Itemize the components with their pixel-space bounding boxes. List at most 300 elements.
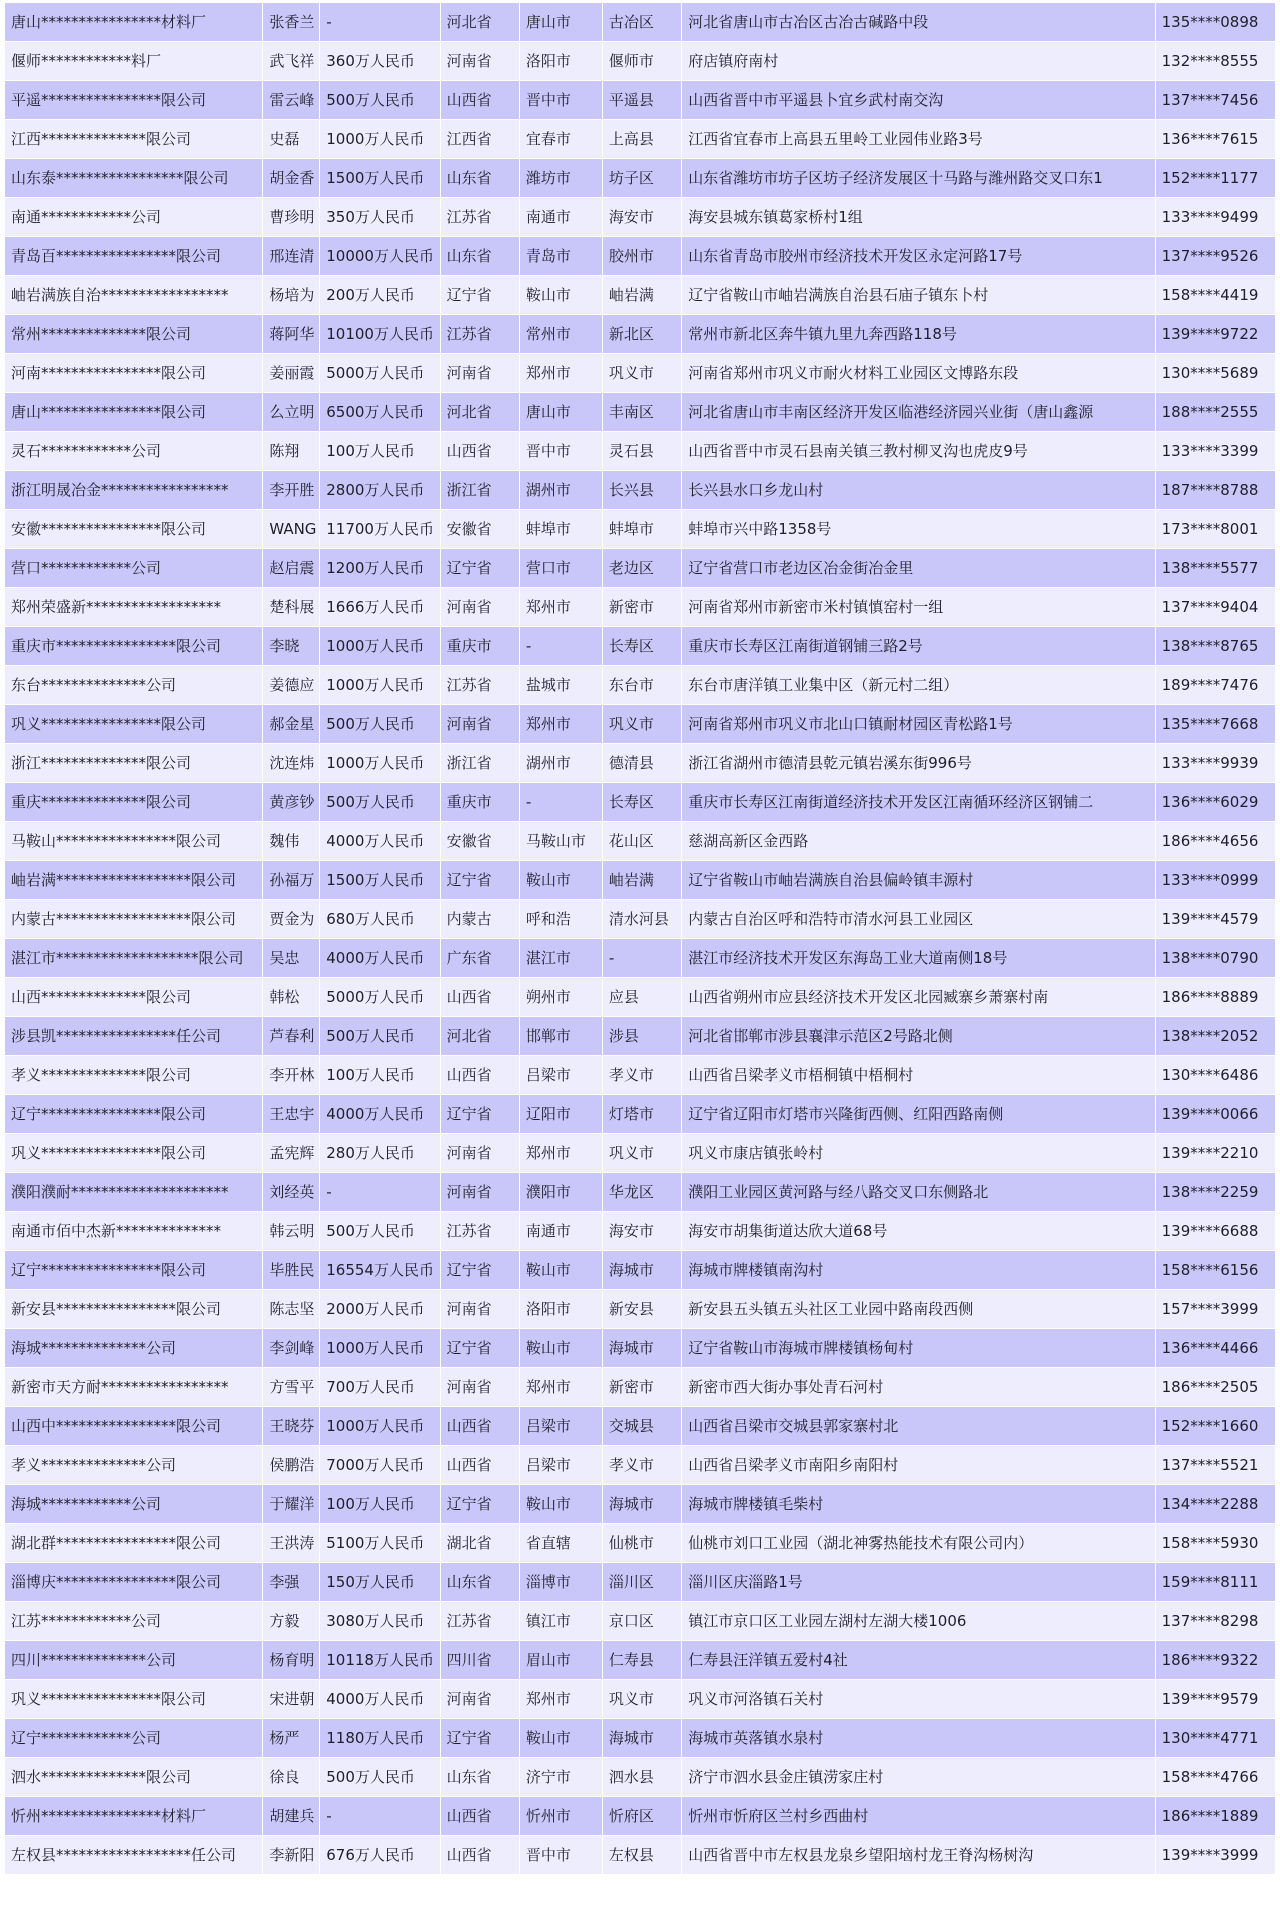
table-row (5, 1290, 1275, 1328)
city-cell: 马鞍山市 (520, 822, 602, 860)
table-body (5, 3, 1275, 1874)
phone-cell: 188****2555 (1156, 393, 1275, 431)
province-cell: 河南省 (441, 354, 519, 392)
district-cell: 灵石县 (603, 432, 681, 470)
contact-name-cell: 贾金为 (263, 900, 319, 938)
province-cell: 辽宁省 (441, 549, 519, 587)
phone-cell: 133****9499 (1156, 198, 1275, 236)
address-cell: 府店镇府南村 (682, 42, 1154, 80)
phone-cell: 189****7476 (1156, 666, 1275, 704)
district-cell: 新密市 (603, 1368, 681, 1406)
district-cell: 岫岩满 (603, 276, 681, 314)
company-name-cell: 唐山****************限公司 (5, 393, 262, 431)
company-name-cell: 南通市佰中杰新************** (5, 1212, 262, 1250)
registered-capital-cell: 7000万人民币 (320, 1446, 439, 1484)
registered-capital-cell: 10000万人民币 (320, 237, 439, 275)
registered-capital-cell: 10118万人民币 (320, 1641, 439, 1679)
table-row (5, 1329, 1275, 1367)
phone-cell: 152****1660 (1156, 1407, 1275, 1445)
company-name-cell: 南通************公司 (5, 198, 262, 236)
city-cell: 濮阳市 (520, 1173, 602, 1211)
address-cell: 重庆市长寿区江南街道经济技术开发区江南循环经济区钢铺二 (682, 783, 1154, 821)
phone-cell: 135****7668 (1156, 705, 1275, 743)
city-cell: 郑州市 (520, 588, 602, 626)
contact-name-cell: 张香兰 (263, 3, 319, 41)
city-cell: 晋中市 (520, 81, 602, 119)
district-cell: 清水河县 (603, 900, 681, 938)
contact-name-cell: 陈志坚 (263, 1290, 319, 1328)
district-cell: 坊子区 (603, 159, 681, 197)
registered-capital-cell: 680万人民币 (320, 900, 439, 938)
district-cell: 巩义市 (603, 354, 681, 392)
city-cell: 唐山市 (520, 393, 602, 431)
address-cell: 镇江市京口区工业园左湖村左湖大楼1006 (682, 1602, 1154, 1640)
contact-name-cell: 王晓芬 (263, 1407, 319, 1445)
table-row (5, 1134, 1275, 1172)
address-cell: 江西省宜春市上高县五里岭工业园伟业路3号 (682, 120, 1154, 158)
registered-capital-cell: 3080万人民币 (320, 1602, 439, 1640)
district-cell: 泗水县 (603, 1758, 681, 1796)
province-cell: 江苏省 (441, 1602, 519, 1640)
phone-cell: 130****4771 (1156, 1719, 1275, 1757)
contact-name-cell: 雷云峰 (263, 81, 319, 119)
province-cell: 广东省 (441, 939, 519, 977)
province-cell: 河北省 (441, 3, 519, 41)
registered-capital-cell: 500万人民币 (320, 1017, 439, 1055)
phone-cell: 159****8111 (1156, 1563, 1275, 1601)
district-cell: 新密市 (603, 588, 681, 626)
contact-name-cell: 孟宪辉 (263, 1134, 319, 1172)
table-row (5, 432, 1275, 470)
city-cell: 鞍山市 (520, 1251, 602, 1289)
city-cell: 湖州市 (520, 744, 602, 782)
province-cell: 江苏省 (441, 1212, 519, 1250)
table-row (5, 1485, 1275, 1523)
registered-capital-cell: 10100万人民币 (320, 315, 439, 353)
district-cell: 忻府区 (603, 1797, 681, 1835)
table-row (5, 1251, 1275, 1289)
company-name-cell: 浙江明晟冶金***************** (5, 471, 262, 509)
contact-name-cell: 黄彦钞 (263, 783, 319, 821)
city-cell: 郑州市 (520, 705, 602, 743)
phone-cell: 186****4656 (1156, 822, 1275, 860)
city-cell: 营口市 (520, 549, 602, 587)
phone-cell: 136****7615 (1156, 120, 1275, 158)
phone-cell: 139****9579 (1156, 1680, 1275, 1718)
company-name-cell: 泗水**************限公司 (5, 1758, 262, 1796)
district-cell: 长寿区 (603, 783, 681, 821)
province-cell: 江苏省 (441, 666, 519, 704)
table-row (5, 744, 1275, 782)
contact-name-cell: 孙福万 (263, 861, 319, 899)
phone-cell: 139****9722 (1156, 315, 1275, 353)
address-cell: 濮阳工业园区黄河路与经八路交叉口东侧路北 (682, 1173, 1154, 1211)
city-cell: 郑州市 (520, 1368, 602, 1406)
address-cell: 巩义市康店镇张岭村 (682, 1134, 1154, 1172)
registered-capital-cell: 1500万人民币 (320, 159, 439, 197)
table-row (5, 3, 1275, 41)
company-name-cell: 左权县******************任公司 (5, 1836, 262, 1874)
contact-name-cell: 郝金星 (263, 705, 319, 743)
table-row (5, 393, 1275, 431)
phone-cell: 137****9526 (1156, 237, 1275, 275)
table-row (5, 120, 1275, 158)
address-cell: 山东省青岛市胶州市经济技术开发区永定河路17号 (682, 237, 1154, 275)
registered-capital-cell: 200万人民币 (320, 276, 439, 314)
contact-name-cell: 史磊 (263, 120, 319, 158)
registered-capital-cell: 100万人民币 (320, 1485, 439, 1523)
province-cell: 安徽省 (441, 822, 519, 860)
registered-capital-cell: 1000万人民币 (320, 744, 439, 782)
city-cell: 鞍山市 (520, 276, 602, 314)
phone-cell: 130****5689 (1156, 354, 1275, 392)
company-name-cell: 辽宁****************限公司 (5, 1251, 262, 1289)
province-cell: 山东省 (441, 1563, 519, 1601)
table-row (5, 666, 1275, 704)
company-name-cell: 安徽****************限公司 (5, 510, 262, 548)
company-name-cell: 新密市天方耐***************** (5, 1368, 262, 1406)
contact-name-cell: 姜德应 (263, 666, 319, 704)
phone-cell: 138****0790 (1156, 939, 1275, 977)
address-cell: 海城市牌楼镇南沟村 (682, 1251, 1154, 1289)
address-cell: 巩义市河洛镇石关村 (682, 1680, 1154, 1718)
phone-cell: 158****6156 (1156, 1251, 1275, 1289)
district-cell: 岫岩满 (603, 861, 681, 899)
table-row (5, 1719, 1275, 1757)
district-cell: 丰南区 (603, 393, 681, 431)
address-cell: 长兴县水口乡龙山村 (682, 471, 1154, 509)
address-cell: 新安县五头镇五头社区工业园中路南段西侧 (682, 1290, 1154, 1328)
contact-name-cell: 方毅 (263, 1602, 319, 1640)
district-cell: 京口区 (603, 1602, 681, 1640)
registered-capital-cell: 1000万人民币 (320, 1407, 439, 1445)
registered-capital-cell: 500万人民币 (320, 705, 439, 743)
district-cell: 古冶区 (603, 3, 681, 41)
company-name-cell: 新安县****************限公司 (5, 1290, 262, 1328)
contact-name-cell: 姜丽霞 (263, 354, 319, 392)
company-name-cell: 湛江市*******************限公司 (5, 939, 262, 977)
address-cell: 山西省晋中市灵石县南关镇三教村柳叉沟也虎皮9号 (682, 432, 1154, 470)
city-cell: 洛阳市 (520, 42, 602, 80)
address-cell: 济宁市泗水县金庄镇涝家庄村 (682, 1758, 1154, 1796)
company-name-cell: 巩义****************限公司 (5, 1134, 262, 1172)
contact-name-cell: 毕胜民 (263, 1251, 319, 1289)
table-row (5, 237, 1275, 275)
contact-name-cell: 李开林 (263, 1056, 319, 1094)
registered-capital-cell: 4000万人民币 (320, 1680, 439, 1718)
province-cell: 河北省 (441, 1017, 519, 1055)
phone-cell: 186****8889 (1156, 978, 1275, 1016)
contact-name-cell: 芦春利 (263, 1017, 319, 1055)
city-cell: 呼和浩 (520, 900, 602, 938)
company-name-cell: 山东泰*****************限公司 (5, 159, 262, 197)
city-cell: 晋中市 (520, 1836, 602, 1874)
address-cell: 山西省朔州市应县经济技术开发区北园臧寨乡萧寨村南 (682, 978, 1154, 1016)
company-name-cell: 常州**************限公司 (5, 315, 262, 353)
company-name-cell: 郑州荣盛新****************** (5, 588, 262, 626)
province-cell: 辽宁省 (441, 861, 519, 899)
district-cell: 平遥县 (603, 81, 681, 119)
contact-name-cell: 于耀洋 (263, 1485, 319, 1523)
contact-name-cell: 王忠宇 (263, 1095, 319, 1133)
province-cell: 山西省 (441, 1407, 519, 1445)
district-cell: 胶州市 (603, 237, 681, 275)
registered-capital-cell: 5100万人民币 (320, 1524, 439, 1562)
district-cell: 长寿区 (603, 627, 681, 665)
phone-cell: 139****6688 (1156, 1212, 1275, 1250)
company-name-cell: 灵石************公司 (5, 432, 262, 470)
contact-name-cell: 李晓 (263, 627, 319, 665)
district-cell: 巩义市 (603, 1680, 681, 1718)
table-row (5, 1836, 1275, 1874)
phone-cell: 133****3399 (1156, 432, 1275, 470)
contact-name-cell: 杨培为 (263, 276, 319, 314)
table-row (5, 1368, 1275, 1406)
city-cell: 吕梁市 (520, 1056, 602, 1094)
address-cell: 东台市唐洋镇工业集中区（新元村二组） (682, 666, 1154, 704)
address-cell: 仁寿县汪洋镇五爱村4社 (682, 1641, 1154, 1679)
company-name-cell: 四川**************公司 (5, 1641, 262, 1679)
city-cell: 吕梁市 (520, 1407, 602, 1445)
table-row (5, 471, 1275, 509)
registered-capital-cell: 350万人民币 (320, 198, 439, 236)
table-row (5, 276, 1275, 314)
city-cell: 盐城市 (520, 666, 602, 704)
company-name-cell: 浙江**************限公司 (5, 744, 262, 782)
company-name-cell: 涉县凯****************任公司 (5, 1017, 262, 1055)
phone-cell: 186****2505 (1156, 1368, 1275, 1406)
province-cell: 山东省 (441, 159, 519, 197)
city-cell: 常州市 (520, 315, 602, 353)
contact-name-cell: 魏伟 (263, 822, 319, 860)
company-name-cell: 平遥****************限公司 (5, 81, 262, 119)
province-cell: 河南省 (441, 1134, 519, 1172)
company-name-cell: 重庆市****************限公司 (5, 627, 262, 665)
registered-capital-cell: 1180万人民币 (320, 1719, 439, 1757)
address-cell: 慈湖高新区金西路 (682, 822, 1154, 860)
phone-cell: 138****5577 (1156, 549, 1275, 587)
table-row (5, 588, 1275, 626)
district-cell: 华龙区 (603, 1173, 681, 1211)
registered-capital-cell: 1000万人民币 (320, 627, 439, 665)
city-cell: - (520, 783, 602, 821)
address-cell: 辽宁省鞍山市岫岩满族自治县石庙子镇东卜村 (682, 276, 1154, 314)
phone-cell: 152****1177 (1156, 159, 1275, 197)
company-name-cell: 山西中****************限公司 (5, 1407, 262, 1445)
contact-name-cell: WANG (263, 510, 319, 548)
address-cell: 忻州市忻府区兰村乡西曲村 (682, 1797, 1154, 1835)
district-cell: 东台市 (603, 666, 681, 704)
table-row (5, 900, 1275, 938)
table-row (5, 822, 1275, 860)
table-row (5, 1758, 1275, 1796)
province-cell: 山东省 (441, 237, 519, 275)
contact-name-cell: 刘经英 (263, 1173, 319, 1211)
district-cell: - (603, 939, 681, 977)
province-cell: 山东省 (441, 1758, 519, 1796)
phone-cell: 173****8001 (1156, 510, 1275, 548)
province-cell: 山西省 (441, 81, 519, 119)
district-cell: 海安市 (603, 198, 681, 236)
contact-name-cell: 李新阳 (263, 1836, 319, 1874)
city-cell: 朔州市 (520, 978, 602, 1016)
province-cell: 河南省 (441, 42, 519, 80)
city-cell: 郑州市 (520, 1134, 602, 1172)
address-cell: 内蒙古自治区呼和浩特市清水河县工业园区 (682, 900, 1154, 938)
province-cell: 山西省 (441, 1056, 519, 1094)
contact-name-cell: 蒋阿华 (263, 315, 319, 353)
contact-name-cell: 徐良 (263, 1758, 319, 1796)
registered-capital-cell: 500万人民币 (320, 1758, 439, 1796)
contact-name-cell: 胡建兵 (263, 1797, 319, 1835)
province-cell: 河北省 (441, 393, 519, 431)
province-cell: 河南省 (441, 1173, 519, 1211)
phone-cell: 138****8765 (1156, 627, 1275, 665)
company-name-cell: 濮阳濮耐********************* (5, 1173, 262, 1211)
company-name-cell: 岫岩满******************限公司 (5, 861, 262, 899)
table-row (5, 315, 1275, 353)
city-cell: 郑州市 (520, 354, 602, 392)
registered-capital-cell: 11700万人民币 (320, 510, 439, 548)
district-cell: 孝义市 (603, 1446, 681, 1484)
phone-cell: 139****2210 (1156, 1134, 1275, 1172)
contact-name-cell: 沈连炜 (263, 744, 319, 782)
district-cell: 偃师市 (603, 42, 681, 80)
registered-capital-cell: 360万人民币 (320, 42, 439, 80)
registered-capital-cell: 100万人民币 (320, 1056, 439, 1094)
table-row (5, 159, 1275, 197)
table-row (5, 783, 1275, 821)
registered-capital-cell: 5000万人民币 (320, 354, 439, 392)
address-cell: 山西省晋中市左权县龙泉乡望阳垴村龙王脊沟杨树沟 (682, 1836, 1154, 1874)
phone-cell: 139****0066 (1156, 1095, 1275, 1133)
address-cell: 浙江省湖州市德清县乾元镇岩溪东街996号 (682, 744, 1154, 782)
registered-capital-cell: 280万人民币 (320, 1134, 439, 1172)
table-row (5, 81, 1275, 119)
phone-cell: 135****0898 (1156, 3, 1275, 41)
table-row (5, 1407, 1275, 1445)
city-cell: 鞍山市 (520, 861, 602, 899)
registered-capital-cell: 676万人民币 (320, 1836, 439, 1874)
address-cell: 海城市牌楼镇毛柴村 (682, 1485, 1154, 1523)
contact-name-cell: 曹珍明 (263, 198, 319, 236)
registered-capital-cell: 16554万人民币 (320, 1251, 439, 1289)
address-cell: 河北省唐山市丰南区经济开发区临港经济园兴业街（唐山鑫源 (682, 393, 1154, 431)
registered-capital-cell: 100万人民币 (320, 432, 439, 470)
company-name-cell: 巩义****************限公司 (5, 705, 262, 743)
phone-cell: 132****8555 (1156, 42, 1275, 80)
registered-capital-cell: - (320, 1797, 439, 1835)
registered-capital-cell: 500万人民币 (320, 81, 439, 119)
province-cell: 河南省 (441, 705, 519, 743)
city-cell: 南通市 (520, 1212, 602, 1250)
district-cell: 孝义市 (603, 1056, 681, 1094)
phone-cell: 137****7456 (1156, 81, 1275, 119)
company-name-cell: 马鞍山****************限公司 (5, 822, 262, 860)
phone-cell: 136****6029 (1156, 783, 1275, 821)
city-cell: 眉山市 (520, 1641, 602, 1679)
district-cell: 仙桃市 (603, 1524, 681, 1562)
province-cell: 辽宁省 (441, 1251, 519, 1289)
district-cell: 海城市 (603, 1485, 681, 1523)
company-name-cell: 海城**************公司 (5, 1329, 262, 1367)
table-row (5, 1797, 1275, 1835)
company-name-cell: 忻州****************材料厂 (5, 1797, 262, 1835)
company-name-cell: 孝义**************公司 (5, 1446, 262, 1484)
phone-cell: 133****9939 (1156, 744, 1275, 782)
phone-cell: 186****1889 (1156, 1797, 1275, 1835)
table-row (5, 627, 1275, 665)
contact-name-cell: 李开胜 (263, 471, 319, 509)
registered-capital-cell: 1500万人民币 (320, 861, 439, 899)
city-cell: 省直辖 (520, 1524, 602, 1562)
company-name-cell: 江西**************限公司 (5, 120, 262, 158)
address-cell: 常州市新北区奔牛镇九里九奔西路118号 (682, 315, 1154, 353)
city-cell: 吕梁市 (520, 1446, 602, 1484)
company-name-cell: 岫岩满族自治***************** (5, 276, 262, 314)
city-cell: - (520, 627, 602, 665)
table-row (5, 1212, 1275, 1250)
province-cell: 浙江省 (441, 471, 519, 509)
district-cell: 仁寿县 (603, 1641, 681, 1679)
city-cell: 郑州市 (520, 1680, 602, 1718)
registered-capital-cell: 4000万人民币 (320, 1095, 439, 1133)
phone-cell: 133****0999 (1156, 861, 1275, 899)
district-cell: 左权县 (603, 1836, 681, 1874)
city-cell: 唐山市 (520, 3, 602, 41)
table-row (5, 1563, 1275, 1601)
address-cell: 山西省吕梁孝义市梧桐镇中梧桐村 (682, 1056, 1154, 1094)
address-cell: 海安县城东镇葛家桥村1组 (682, 198, 1154, 236)
contact-name-cell: 楚科展 (263, 588, 319, 626)
phone-cell: 139****4579 (1156, 900, 1275, 938)
company-name-cell: 孝义**************限公司 (5, 1056, 262, 1094)
city-cell: 湛江市 (520, 939, 602, 977)
city-cell: 鞍山市 (520, 1329, 602, 1367)
company-name-cell: 河南****************限公司 (5, 354, 262, 392)
district-cell: 海城市 (603, 1719, 681, 1757)
province-cell: 山西省 (441, 978, 519, 1016)
district-cell: 新安县 (603, 1290, 681, 1328)
registered-capital-cell: 5000万人民币 (320, 978, 439, 1016)
district-cell: 德清县 (603, 744, 681, 782)
city-cell: 鞍山市 (520, 1485, 602, 1523)
address-cell: 海城市英落镇水泉村 (682, 1719, 1154, 1757)
city-cell: 潍坊市 (520, 159, 602, 197)
contact-name-cell: 杨严 (263, 1719, 319, 1757)
contact-name-cell: 侯鹏浩 (263, 1446, 319, 1484)
phone-cell: 137****8298 (1156, 1602, 1275, 1640)
district-cell: 新北区 (603, 315, 681, 353)
phone-cell: 186****9322 (1156, 1641, 1275, 1679)
phone-cell: 138****2259 (1156, 1173, 1275, 1211)
city-cell: 晋中市 (520, 432, 602, 470)
registered-capital-cell: 2800万人民币 (320, 471, 439, 509)
table-row (5, 1680, 1275, 1718)
district-cell: 巩义市 (603, 705, 681, 743)
province-cell: 浙江省 (441, 744, 519, 782)
contact-name-cell: 赵启震 (263, 549, 319, 587)
table-row (5, 354, 1275, 392)
company-name-cell: 湖北群****************限公司 (5, 1524, 262, 1562)
province-cell: 江苏省 (441, 198, 519, 236)
city-cell: 淄博市 (520, 1563, 602, 1601)
phone-cell: 134****2288 (1156, 1485, 1275, 1523)
registered-capital-cell: 2000万人民币 (320, 1290, 439, 1328)
registered-capital-cell: 6500万人民币 (320, 393, 439, 431)
district-cell: 涉县 (603, 1017, 681, 1055)
company-list-sheet (4, 2, 1276, 1875)
